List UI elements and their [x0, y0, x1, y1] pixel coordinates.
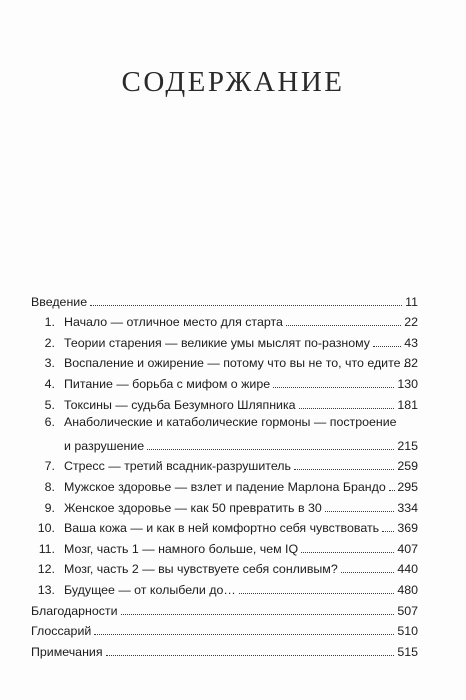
- toc-entry-title: Начало — отличное место для старта: [64, 315, 283, 330]
- toc-entry-page: 181: [397, 397, 418, 412]
- toc-entry-title: Ваша кожа — и как в ней комфортно себя чувствовать: [64, 521, 380, 536]
- toc-entry-page: 510: [397, 624, 418, 639]
- toc-entry-chapter-5: [31, 391, 418, 412]
- toc-entry-title-line1: Анаболические и катаболические гормоны — построение: [64, 414, 397, 429]
- toc-entry-number: 5.: [44, 397, 55, 412]
- toc-entry-title: Будущее — от колыбели до…: [64, 582, 236, 597]
- dot-leader: [341, 572, 395, 573]
- dot-leader: [373, 346, 401, 347]
- toc-entry-title: Мозг, часть 1 — намного больше, чем IQ: [64, 541, 299, 556]
- dot-leader: [273, 387, 394, 388]
- toc-entry-introduction: [31, 288, 418, 309]
- toc-entry-page: 515: [397, 644, 418, 659]
- toc-entry-title: Стресс — третий всадник-разрушитель: [64, 459, 291, 474]
- toc-entry-glossary: [31, 618, 418, 639]
- dot-leader: [147, 449, 394, 450]
- toc-entry-page: 480: [397, 582, 418, 597]
- toc-entry-title: Питание — борьба с мифом о жире: [64, 376, 271, 391]
- toc-entry-title: Воспаление и ожирение — потому что вы не то, что едите: [64, 356, 401, 371]
- toc-entry-chapter-12: [31, 556, 418, 577]
- toc-entry-number: 12.: [37, 562, 55, 577]
- dot-leader: [90, 305, 402, 306]
- toc-entry-page: 215: [397, 438, 418, 453]
- dot-leader: [301, 552, 394, 553]
- toc-entry-page: 334: [397, 500, 418, 515]
- toc-entry-page: 130: [397, 376, 418, 391]
- toc-entry-page: 407: [397, 541, 418, 556]
- toc-entry-chapter-3: [31, 350, 418, 371]
- toc-entry-title: Теории старения — великие умы мыслят по-разному: [64, 335, 370, 350]
- toc-entry-title: Благодарности: [31, 603, 118, 618]
- dot-leader: [325, 511, 395, 512]
- toc-entry-page: 22: [404, 315, 418, 330]
- toc-entry-number: 9.: [44, 500, 55, 515]
- dot-leader: [106, 655, 395, 656]
- toc-entry-notes: [31, 638, 418, 659]
- toc-entry-page: 440: [397, 562, 418, 577]
- toc-entry-number: 8.: [44, 479, 55, 494]
- table-of-contents: [31, 288, 418, 659]
- toc-entry-title: Токсины — судьба Безумного Шляпника: [64, 397, 296, 412]
- toc-entry-number: 2.: [44, 335, 55, 350]
- dot-leader: [382, 531, 394, 532]
- toc-entry-page: 507: [397, 603, 418, 618]
- toc-entry-number: 11.: [38, 541, 55, 556]
- toc-entry-chapter-10: [31, 515, 418, 536]
- toc-entry-title: Введение: [31, 294, 88, 309]
- toc-entry-page: 369: [397, 521, 418, 536]
- toc-entry-page: 295: [397, 479, 418, 494]
- toc-entry-title: Женское здоровье — как 50 превратить в 30: [64, 500, 322, 515]
- toc-entry-number: 4.: [44, 376, 55, 391]
- toc-entry-title: Мозг, часть 2 — вы чувствуете себя сонливым?: [64, 562, 338, 577]
- toc-entry-title: Глоссарий: [31, 624, 92, 639]
- toc-entry-acknowledgements: [31, 597, 418, 618]
- page-title: СОДЕРЖАНИЕ: [121, 66, 345, 98]
- toc-entry-chapter-2: [31, 329, 418, 350]
- toc-entry-title-line2: и разрушение: [64, 438, 145, 453]
- toc-entry-chapter-1: [31, 309, 418, 330]
- dot-leader: [94, 634, 394, 635]
- toc-entry-page: 11: [405, 294, 418, 309]
- toc-entry-chapter-11: [31, 535, 418, 556]
- dot-leader: [286, 325, 401, 326]
- toc-entry-page: 259: [397, 459, 418, 474]
- toc-entry-chapter-9: [31, 494, 418, 515]
- toc-entry-number: 7.: [44, 459, 55, 474]
- dot-leader: [294, 469, 394, 470]
- toc-entry-title: Мужское здоровье — взлет и падение Марлона Брандо: [64, 479, 386, 494]
- toc-entry-chapter-6: [31, 412, 418, 453]
- toc-entry-chapter-8: [31, 473, 418, 494]
- toc-entry-title: Примечания: [31, 644, 103, 659]
- toc-entry-number: 10.: [37, 521, 55, 536]
- toc-entry-number: 1.: [44, 315, 55, 330]
- toc-entry-chapter-4: [31, 370, 418, 391]
- toc-entry-number: 6.: [44, 414, 55, 429]
- toc-entry-number: 3.: [44, 356, 55, 371]
- dot-leader: [121, 614, 395, 615]
- dot-leader: [389, 490, 395, 491]
- toc-entry-page: 43: [404, 335, 418, 350]
- toc-entry-chapter-7: [31, 453, 418, 474]
- toc-entry-number: 13.: [37, 582, 55, 597]
- dot-leader: [239, 593, 395, 594]
- toc-entry-page: 82: [404, 356, 418, 371]
- dot-leader: [299, 408, 395, 409]
- toc-entry-chapter-13: [31, 576, 418, 597]
